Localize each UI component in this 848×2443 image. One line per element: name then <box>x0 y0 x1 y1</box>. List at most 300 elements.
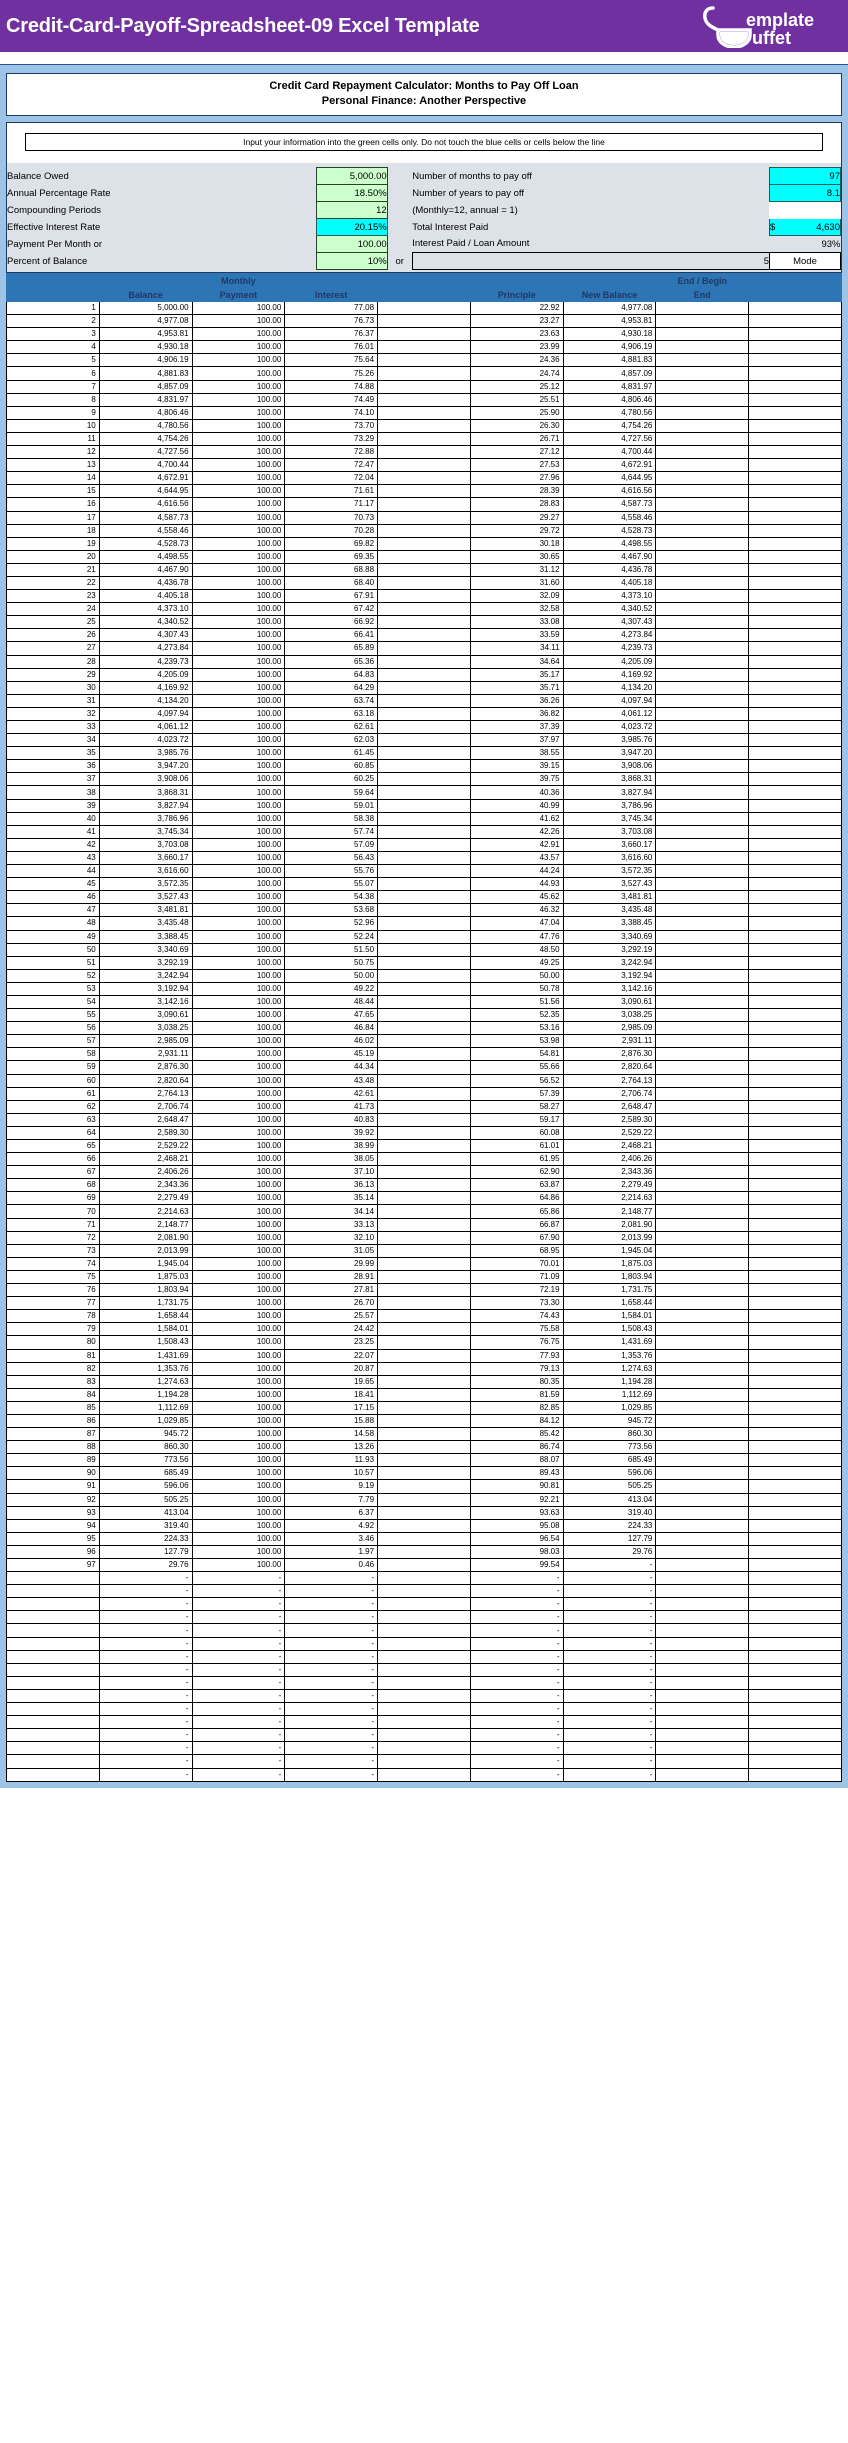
table-row <box>7 1257 842 1270</box>
cell-principle: 80.35 <box>470 1375 563 1388</box>
cell-bal: 4,587.73 <box>99 511 192 524</box>
cell-empty-1 <box>656 655 749 668</box>
cell-empty-2 <box>749 1414 842 1427</box>
cell-int: 72.88 <box>285 446 378 459</box>
cell-spacer <box>378 1087 471 1100</box>
cell-pay: 100.00 <box>192 446 285 459</box>
cell-spacer <box>378 1689 471 1702</box>
cell-pay: 100.00 <box>192 1257 285 1270</box>
cell-int: 52.96 <box>285 917 378 930</box>
cell-new-balance: - <box>563 1663 656 1676</box>
cell-int: - <box>285 1689 378 1702</box>
cell-empty-2 <box>749 1611 842 1624</box>
cell-pay: 100.00 <box>192 498 285 511</box>
cell-bal: 3,435.48 <box>99 917 192 930</box>
cell-spacer <box>378 1703 471 1716</box>
cell-empty-2 <box>749 1755 842 1768</box>
cell-pay: 100.00 <box>192 393 285 406</box>
cell-idx: 18 <box>7 524 100 537</box>
cell-int: 76.73 <box>285 315 378 328</box>
cell-idx <box>7 1729 100 1742</box>
cell-principle: 23.63 <box>470 328 563 341</box>
cell-spacer <box>378 1506 471 1519</box>
cell-empty-1 <box>656 917 749 930</box>
cell-principle: 33.59 <box>470 629 563 642</box>
cell-empty-1 <box>656 419 749 432</box>
cell-new-balance: 413.04 <box>563 1493 656 1506</box>
cell-principle: 35.71 <box>470 681 563 694</box>
cell-new-balance: 2,820.64 <box>563 1061 656 1074</box>
cell-bal: 3,192.94 <box>99 982 192 995</box>
cell-int: 19.65 <box>285 1375 378 1388</box>
cell-empty-1 <box>656 825 749 838</box>
cell-bal: 1,508.43 <box>99 1336 192 1349</box>
cell-bal: 685.49 <box>99 1467 192 1480</box>
cell-int: - <box>285 1585 378 1598</box>
table-row <box>7 1297 842 1310</box>
cell-principle: 55.66 <box>470 1061 563 1074</box>
table-row <box>7 1153 842 1166</box>
cell-bal: 1,274.63 <box>99 1375 192 1388</box>
cell-idx: 69 <box>7 1192 100 1205</box>
cell-pay: 100.00 <box>192 590 285 603</box>
cell-spacer <box>378 1140 471 1153</box>
cell-empty-2 <box>749 1624 842 1637</box>
cell-principle: 82.85 <box>470 1401 563 1414</box>
cell-new-balance: 1,274.63 <box>563 1362 656 1375</box>
header-blank-last-top <box>749 274 842 288</box>
table-row <box>7 576 842 589</box>
cell-int: 69.82 <box>285 537 378 550</box>
cell-spacer <box>378 1192 471 1205</box>
years-to-payoff-value: 8.1 <box>770 185 841 202</box>
col-spacer <box>387 168 412 185</box>
cell-empty-2 <box>749 1441 842 1454</box>
cell-empty-2 <box>749 917 842 930</box>
cell-principle: 43.57 <box>470 851 563 864</box>
cell-empty-1 <box>656 799 749 812</box>
cell-spacer <box>378 1323 471 1336</box>
cell-empty-1 <box>656 472 749 485</box>
cell-empty-2 <box>749 1284 842 1297</box>
cell-empty-2 <box>749 328 842 341</box>
cell-principle: 95.08 <box>470 1519 563 1532</box>
cell-new-balance: 3,292.19 <box>563 943 656 956</box>
cell-pay: 100.00 <box>192 642 285 655</box>
cell-bal: 3,745.34 <box>99 825 192 838</box>
cell-empty-2 <box>749 943 842 956</box>
cell-int: 26.70 <box>285 1297 378 1310</box>
cell-new-balance: 1,875.03 <box>563 1257 656 1270</box>
cell-empty-1 <box>656 498 749 511</box>
cell-spacer <box>378 459 471 472</box>
cell-bal: 4,498.55 <box>99 550 192 563</box>
cell-int: 73.29 <box>285 432 378 445</box>
cell-spacer <box>378 904 471 917</box>
cell-int: 10.57 <box>285 1467 378 1480</box>
table-row <box>7 1493 842 1506</box>
cell-spacer <box>378 380 471 393</box>
cell-principle: 40.99 <box>470 799 563 812</box>
cell-empty-1 <box>656 315 749 328</box>
cell-spacer <box>378 1179 471 1192</box>
balance-owed-input[interactable]: 5,000.00 <box>316 168 387 185</box>
header-blank-balance-top <box>99 274 192 288</box>
cell-empty-2 <box>749 1336 842 1349</box>
cell-empty-2 <box>749 851 842 864</box>
template-buffet-logo <box>692 4 842 48</box>
cell-new-balance: 3,038.25 <box>563 1009 656 1022</box>
cell-idx: 53 <box>7 982 100 995</box>
cell-idx: 60 <box>7 1074 100 1087</box>
cell-spacer <box>378 812 471 825</box>
cell-bal: - <box>99 1676 192 1689</box>
table-row <box>7 537 842 550</box>
cell-principle: 75.58 <box>470 1323 563 1336</box>
cell-empty-2 <box>749 1532 842 1545</box>
cell-spacer <box>378 1349 471 1362</box>
cell-bal: 2,214.63 <box>99 1205 192 1218</box>
cell-pay: 100.00 <box>192 328 285 341</box>
cell-idx: 58 <box>7 1048 100 1061</box>
cell-new-balance: 2,013.99 <box>563 1231 656 1244</box>
compounding-periods-input[interactable]: 12 <box>316 202 387 219</box>
cell-empty-1 <box>656 603 749 616</box>
header-blank-x1-top <box>378 274 471 288</box>
cell-new-balance: 3,435.48 <box>563 904 656 917</box>
table-row <box>7 1480 842 1493</box>
table-row <box>7 956 842 969</box>
cell-new-balance: 2,529.22 <box>563 1126 656 1139</box>
cell-bal: 4,806.46 <box>99 406 192 419</box>
cell-principle: 24.36 <box>470 354 563 367</box>
cell-principle: 32.58 <box>470 603 563 616</box>
cell-principle: 61.01 <box>470 1140 563 1153</box>
cell-bal: 3,572.35 <box>99 878 192 891</box>
cell-idx: 39 <box>7 799 100 812</box>
table-row <box>7 1166 842 1179</box>
cell-pay: - <box>192 1650 285 1663</box>
cell-principle: 38.55 <box>470 747 563 760</box>
cell-new-balance: 4,644.95 <box>563 472 656 485</box>
cell-new-balance: 685.49 <box>563 1454 656 1467</box>
cell-empty-1 <box>656 511 749 524</box>
cell-empty-1 <box>656 1257 749 1270</box>
cell-principle: 27.12 <box>470 446 563 459</box>
compounding-periods-label: Compounding Periods <box>7 204 102 216</box>
cell-idx: 50 <box>7 943 100 956</box>
table-row <box>7 773 842 786</box>
cell-int: 50.75 <box>285 956 378 969</box>
header-blank-last <box>749 288 842 302</box>
cell-idx: 86 <box>7 1414 100 1427</box>
cell-empty-2 <box>749 1480 842 1493</box>
cell-bal: 860.30 <box>99 1441 192 1454</box>
cell-idx: 5 <box>7 354 100 367</box>
table-row <box>7 865 842 878</box>
cell-empty-1 <box>656 694 749 707</box>
cell-empty-1 <box>656 1414 749 1427</box>
table-row <box>7 1205 842 1218</box>
cell-principle: 37.97 <box>470 734 563 747</box>
cell-empty-1 <box>656 786 749 799</box>
cell-spacer <box>378 419 471 432</box>
cell-idx: 37 <box>7 773 100 786</box>
cell-int: 14.58 <box>285 1428 378 1441</box>
cell-principle: 67.90 <box>470 1231 563 1244</box>
cell-idx: 22 <box>7 576 100 589</box>
cell-empty-1 <box>656 1362 749 1375</box>
cell-principle: 31.60 <box>470 576 563 589</box>
cell-new-balance: 4,273.84 <box>563 629 656 642</box>
cell-new-balance: 4,061.12 <box>563 707 656 720</box>
cell-empty-1 <box>656 616 749 629</box>
cell-spacer <box>378 393 471 406</box>
cell-spacer <box>378 563 471 576</box>
percent-of-balance-input[interactable]: 10% <box>316 253 387 270</box>
cell-principle: 37.39 <box>470 721 563 734</box>
cell-empty-1 <box>656 747 749 760</box>
cell-pay: 100.00 <box>192 786 285 799</box>
cell-empty-1 <box>656 1467 749 1480</box>
cell-spacer <box>378 799 471 812</box>
cell-spacer <box>378 1205 471 1218</box>
cell-spacer <box>378 1244 471 1257</box>
cell-new-balance: 860.30 <box>563 1428 656 1441</box>
cell-pay: 100.00 <box>192 1414 285 1427</box>
cell-pay: 100.00 <box>192 1205 285 1218</box>
cell-pay: - <box>192 1768 285 1781</box>
parameters-grid <box>7 163 841 272</box>
cell-bal: 3,868.31 <box>99 786 192 799</box>
interest-ratio-value: 93% <box>821 238 841 250</box>
table-row <box>7 1414 842 1427</box>
cell-empty-1 <box>656 721 749 734</box>
table-row <box>7 485 842 498</box>
cell-idx: 43 <box>7 851 100 864</box>
cell-int: - <box>285 1768 378 1781</box>
cell-pay: 100.00 <box>192 1087 285 1100</box>
cell-int: 72.47 <box>285 459 378 472</box>
cell-new-balance: 1,508.43 <box>563 1323 656 1336</box>
cell-idx: 90 <box>7 1467 100 1480</box>
cell-principle: 45.62 <box>470 891 563 904</box>
cell-empty-2 <box>749 1035 842 1048</box>
cell-pay: 100.00 <box>192 995 285 1008</box>
cell-spacer <box>378 341 471 354</box>
table-row <box>7 498 842 511</box>
cell-new-balance: 2,764.13 <box>563 1074 656 1087</box>
header-blank-interest-top <box>285 274 378 288</box>
table-row <box>7 446 842 459</box>
table-row <box>7 1231 842 1244</box>
cell-int: - <box>285 1742 378 1755</box>
cell-idx: 17 <box>7 511 100 524</box>
cell-spacer <box>378 917 471 930</box>
cell-int: 17.15 <box>285 1401 378 1414</box>
total-interest-value: 4,630 <box>816 221 840 233</box>
cell-principle: 66.87 <box>470 1218 563 1231</box>
table-row <box>7 511 842 524</box>
cell-idx: 89 <box>7 1454 100 1467</box>
cell-int: 42.61 <box>285 1087 378 1100</box>
cell-new-balance: 4,023.72 <box>563 721 656 734</box>
cell-int: 58.38 <box>285 812 378 825</box>
cell-pay: 100.00 <box>192 851 285 864</box>
cell-pay: 100.00 <box>192 655 285 668</box>
cell-bal: 4,780.56 <box>99 419 192 432</box>
cell-spacer <box>378 1414 471 1427</box>
cell-new-balance: 4,700.44 <box>563 446 656 459</box>
cell-idx: 25 <box>7 616 100 629</box>
cell-empty-2 <box>749 1179 842 1192</box>
cell-pay: - <box>192 1703 285 1716</box>
cell-empty-2 <box>749 367 842 380</box>
cell-empty-1 <box>656 642 749 655</box>
cell-bal: 1,875.03 <box>99 1270 192 1283</box>
cell-empty-1 <box>656 354 749 367</box>
cell-empty-2 <box>749 472 842 485</box>
cell-pay: 100.00 <box>192 1061 285 1074</box>
cell-bal: 4,857.09 <box>99 380 192 393</box>
cell-new-balance: 4,405.18 <box>563 576 656 589</box>
cell-pay: 100.00 <box>192 930 285 943</box>
header-spacer <box>0 52 848 64</box>
cell-bal: 4,754.26 <box>99 432 192 445</box>
cell-bal: 2,820.64 <box>99 1074 192 1087</box>
cell-idx: 42 <box>7 838 100 851</box>
cell-new-balance: 2,648.47 <box>563 1100 656 1113</box>
cell-bal: 505.25 <box>99 1493 192 1506</box>
cell-bal: - <box>99 1650 192 1663</box>
cell-empty-2 <box>749 865 842 878</box>
cell-spacer <box>378 982 471 995</box>
cell-idx: 81 <box>7 1349 100 1362</box>
param-row-payment <box>7 236 841 253</box>
apr-input[interactable]: 18.50% <box>316 185 387 202</box>
apr-label: Annual Percentage Rate <box>7 187 111 199</box>
cell-bal: 4,616.56 <box>99 498 192 511</box>
table-row-empty <box>7 1768 842 1781</box>
cell-pay: 100.00 <box>192 904 285 917</box>
cell-new-balance: 2,931.11 <box>563 1035 656 1048</box>
cell-empty-2 <box>749 1257 842 1270</box>
cell-bal: 4,467.90 <box>99 563 192 576</box>
cell-pay: 100.00 <box>192 550 285 563</box>
cell-pay: 100.00 <box>192 812 285 825</box>
cell-empty-2 <box>749 1231 842 1244</box>
param-row-percent-balance <box>7 253 841 270</box>
cell-empty-2 <box>749 1270 842 1283</box>
table-row <box>7 1022 842 1035</box>
cell-int: 69.35 <box>285 550 378 563</box>
cell-new-balance: - <box>563 1742 656 1755</box>
cell-empty-2 <box>749 629 842 642</box>
table-row <box>7 1035 842 1048</box>
cell-spacer <box>378 1022 471 1035</box>
cell-empty-2 <box>749 930 842 943</box>
cell-principle: 40.36 <box>470 786 563 799</box>
cell-empty-1 <box>656 1545 749 1558</box>
cell-empty-1 <box>656 1663 749 1676</box>
cell-spacer <box>378 1270 471 1283</box>
cell-empty-1 <box>656 930 749 943</box>
cell-int: 31.05 <box>285 1244 378 1257</box>
cell-empty-2 <box>749 786 842 799</box>
table-row <box>7 760 842 773</box>
cell-principle: 64.86 <box>470 1192 563 1205</box>
cell-principle: 41.62 <box>470 812 563 825</box>
cell-int: 40.83 <box>285 1113 378 1126</box>
table-row <box>7 838 842 851</box>
cell-int: 73.70 <box>285 419 378 432</box>
cell-empty-1 <box>656 1035 749 1048</box>
cell-empty-2 <box>749 341 842 354</box>
cell-pay: 100.00 <box>192 1126 285 1139</box>
table-row <box>7 1113 842 1126</box>
cell-int: 46.84 <box>285 1022 378 1035</box>
cell-pay: 100.00 <box>192 734 285 747</box>
cell-empty-2 <box>749 1428 842 1441</box>
cell-new-balance: 127.79 <box>563 1532 656 1545</box>
cell-pay: - <box>192 1676 285 1689</box>
cell-new-balance: 1,194.28 <box>563 1375 656 1388</box>
cell-empty-1 <box>656 1742 749 1755</box>
cell-idx: 41 <box>7 825 100 838</box>
cell-idx: 70 <box>7 1205 100 1218</box>
cell-new-balance: 4,754.26 <box>563 419 656 432</box>
cell-empty-1 <box>656 1572 749 1585</box>
cell-bal: 3,985.76 <box>99 747 192 760</box>
cell-pay: 100.00 <box>192 838 285 851</box>
cell-empty-2 <box>749 878 842 891</box>
cell-idx: 77 <box>7 1297 100 1310</box>
table-row <box>7 668 842 681</box>
cell-empty-2 <box>749 537 842 550</box>
cell-spacer <box>378 1467 471 1480</box>
cell-int: 74.49 <box>285 393 378 406</box>
cell-bal: 4,239.73 <box>99 655 192 668</box>
cell-int: 29.99 <box>285 1257 378 1270</box>
cell-empty-2 <box>749 982 842 995</box>
cell-empty-2 <box>749 485 842 498</box>
cell-empty-2 <box>749 1297 842 1310</box>
cell-bal: 4,205.09 <box>99 668 192 681</box>
payment-per-month-input[interactable]: 100.00 <box>316 236 387 253</box>
cell-idx <box>7 1689 100 1702</box>
header-new-balance: New Balance <box>563 288 656 302</box>
cell-spacer <box>378 1559 471 1572</box>
cell-bal: 2,343.36 <box>99 1179 192 1192</box>
cell-empty-2 <box>749 393 842 406</box>
cell-empty-1 <box>656 943 749 956</box>
cell-pay: 100.00 <box>192 1022 285 1035</box>
cell-principle: 89.43 <box>470 1467 563 1480</box>
cell-bal: 596.06 <box>99 1480 192 1493</box>
cell-bal: 2,876.30 <box>99 1061 192 1074</box>
cell-int: 64.29 <box>285 681 378 694</box>
table-row <box>7 1061 842 1074</box>
cell-empty-1 <box>656 1205 749 1218</box>
cell-pay: 100.00 <box>192 760 285 773</box>
cell-idx: 52 <box>7 969 100 982</box>
cell-pay: - <box>192 1663 285 1676</box>
header-monthly: Monthly <box>192 274 285 288</box>
table-row <box>7 419 842 432</box>
cell-new-balance: 1,431.69 <box>563 1336 656 1349</box>
cell-spacer <box>378 1532 471 1545</box>
cell-spacer <box>378 302 471 315</box>
